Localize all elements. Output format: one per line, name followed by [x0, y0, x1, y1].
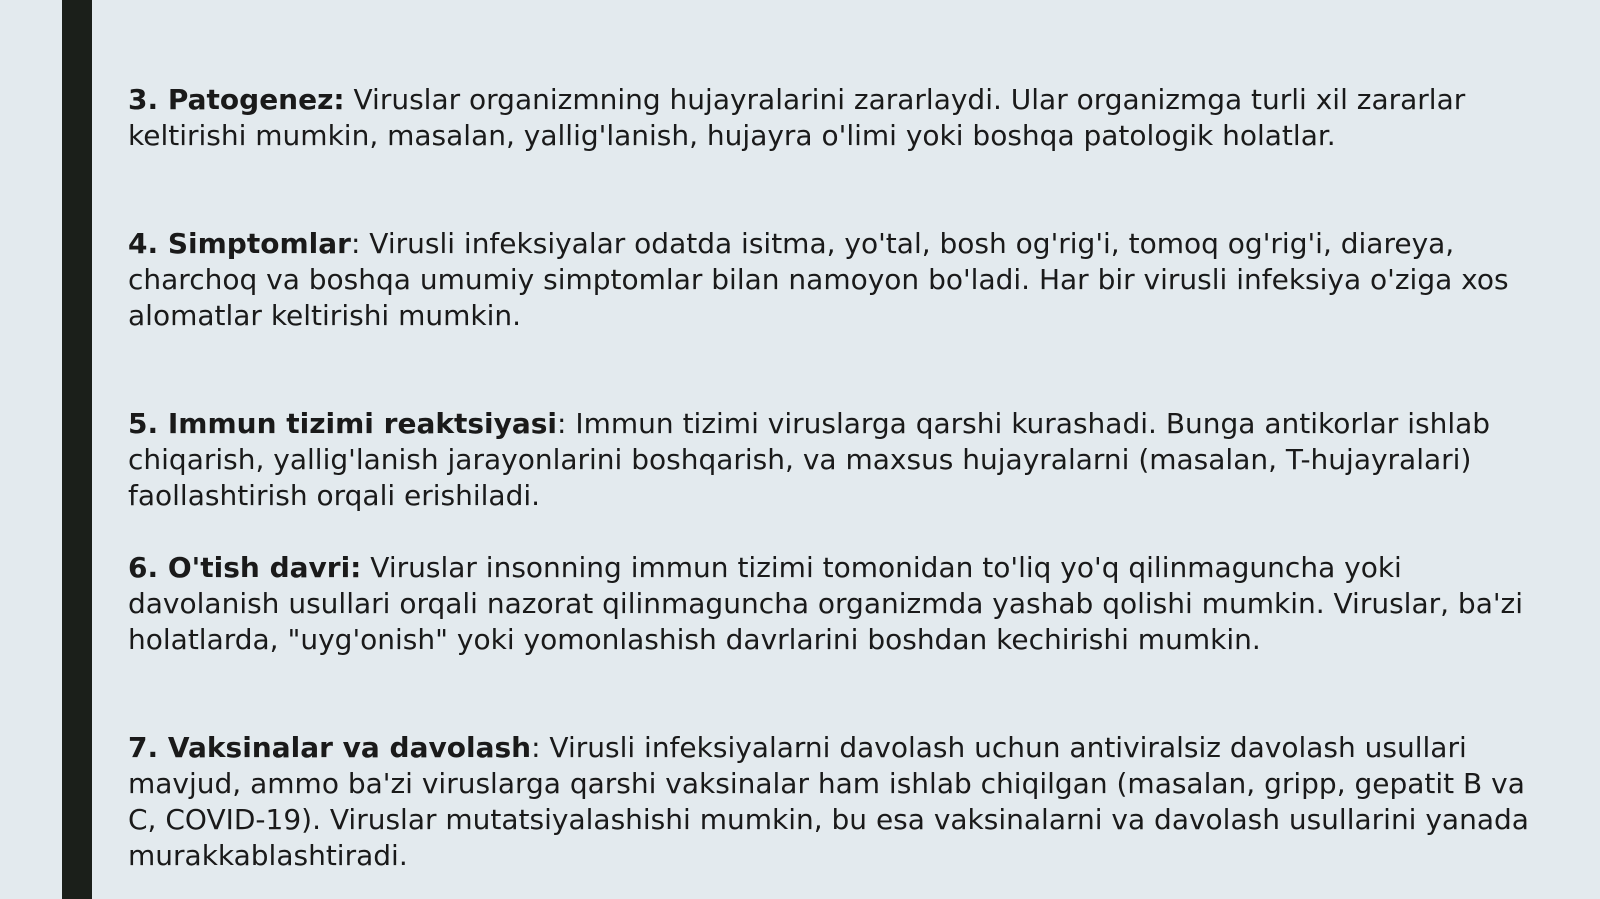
paragraph-heading: 7. Vaksinalar va davolash	[128, 731, 532, 764]
paragraph-heading: 5. Immun tizimi reaktsiyasi	[128, 407, 558, 440]
paragraph-heading: 6. O'tish davri:	[128, 551, 362, 584]
paragraph-otish-davri	[128, 550, 1560, 658]
paragraph-vaksinalar	[128, 730, 1560, 874]
paragraph-text: Viruslar insonning immun tizimi tomonidan to'liq yo'q qilinmaguncha yoki davolanish usullari orqali nazorat qilinmaguncha organizmda yashab qolishi mumkin. Viruslar, ba'zi holatlarda, "uyg'onish" yoki yomonlashish davrlarini boshdan kechirishi mumkin.	[128, 551, 1524, 656]
paragraph-patogenez	[128, 82, 1560, 154]
paragraph-text: : Virusli infeksiyalar odatda isitma, yo'tal, bosh og'rig'i, tomoq og'rig'i, diareya, charchoq va boshqa umumiy simptomlar bilan namoyon bo'ladi. Har bir virusli infeksiya o'ziga xos alomatlar keltirishi mumkin.	[128, 227, 1509, 332]
paragraph-heading: 4. Simptomlar	[128, 227, 351, 260]
paragraph-text: : Immun tizimi viruslarga qarshi kurashadi. Bunga antikorlar ishlab chiqarish, yallig'lanish jarayonlarini boshqarish, va maxsus hujayralarni (masalan, T-hujayralari) faollashtirish orqali erishiladi.	[128, 407, 1491, 512]
paragraph-text: Viruslar organizmning hujayralarini zararlaydi. Ular organizmga turli xil zararlar keltirishi mumkin, masalan, yallig'lanish, hujayra o'limi yoki boshqa patologik holatlar.	[128, 83, 1466, 152]
paragraph-heading: 3. Patogenez:	[128, 83, 345, 116]
paragraph-simptomlar	[128, 226, 1560, 334]
paragraph-immun-tizimi	[128, 406, 1560, 514]
paragraph-text: : Virusli infeksiyalarni davolash uchun antiviralsiz davolash usullari mavjud, ammo ba'zi viruslarga qarshi vaksinalar ham ishlab chiqilgan (masalan, gripp, gepatit B va C, COVID-19). Viruslar mutatsiyalashishi mumkin, bu esa vaksinalarni va davolash usullarini yanada murakkablashtiradi.	[128, 731, 1529, 872]
slide-accent-bar	[62, 0, 92, 899]
slide-content	[128, 0, 1560, 899]
